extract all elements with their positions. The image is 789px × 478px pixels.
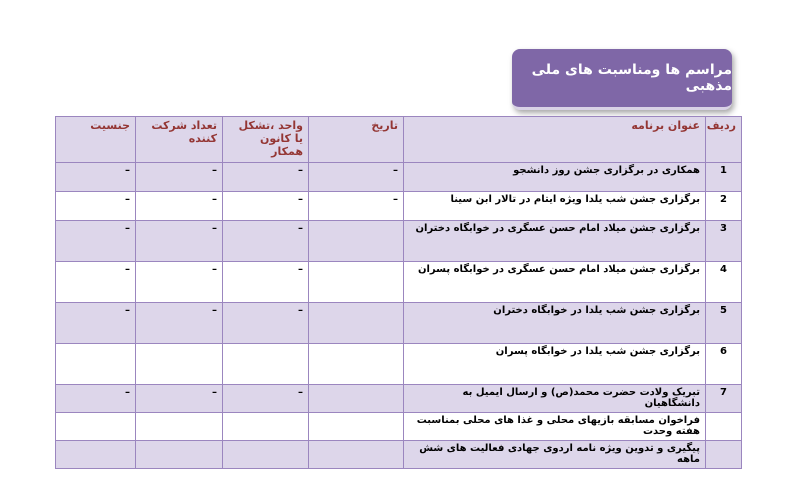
unit-cell: – bbox=[223, 385, 309, 413]
row-number: 1 bbox=[706, 163, 742, 192]
table-row bbox=[56, 303, 742, 344]
program-title: برگزاری جشن شب یلدا ویژه ایتام در تالار ابن سینا bbox=[404, 192, 706, 221]
date-cell bbox=[309, 385, 404, 413]
header-row-no: ردیف bbox=[706, 117, 742, 163]
gender-cell: – bbox=[56, 262, 136, 303]
header-participants: تعداد شرکت کننده bbox=[136, 117, 223, 163]
row-number: 5 bbox=[706, 303, 742, 344]
programs-table bbox=[55, 116, 742, 469]
program-title: پیگیری و تدوین ویژه نامه اردوی جهادی فعالیت های شش ماهه bbox=[404, 441, 706, 469]
table-row bbox=[56, 385, 742, 413]
participants-cell bbox=[136, 413, 223, 441]
section-title: مراسم ها ومناسبت های ملی مذهبی bbox=[512, 49, 732, 110]
program-title: همکاری در برگزاری جشن روز دانشجو bbox=[404, 163, 706, 192]
participants-cell: – bbox=[136, 192, 223, 221]
participants-cell bbox=[136, 441, 223, 469]
row-number bbox=[706, 413, 742, 441]
header-program-title: عنوان برنامه bbox=[404, 117, 706, 163]
unit-cell: – bbox=[223, 163, 309, 192]
table-row bbox=[56, 163, 742, 192]
gender-cell bbox=[56, 344, 136, 385]
row-number: 7 bbox=[706, 385, 742, 413]
date-cell bbox=[309, 413, 404, 441]
gender-cell: – bbox=[56, 221, 136, 262]
unit-cell bbox=[223, 413, 309, 441]
gender-cell bbox=[56, 413, 136, 441]
date-cell bbox=[309, 441, 404, 469]
program-title: تبریک ولادت حضرت محمد(ص) و ارسال ایمیل به دانشگاهیان bbox=[404, 385, 706, 413]
date-cell: – bbox=[309, 163, 404, 192]
header-unit: واحد ،تشکل یا کانون همکار bbox=[223, 117, 309, 163]
date-cell bbox=[309, 221, 404, 262]
program-title: برگزاری جشن میلاد امام حسن عسگری در خوابگاه پسران bbox=[404, 262, 706, 303]
program-title: فراخوان مسابقه بازیهای محلی و غذا های محلی بمناسبت هفته وحدت bbox=[404, 413, 706, 441]
participants-cell: – bbox=[136, 385, 223, 413]
participants-cell: – bbox=[136, 163, 223, 192]
gender-cell: – bbox=[56, 163, 136, 192]
program-title: برگزاری جشن میلاد امام حسن عسگری در خوابگاه دختران bbox=[404, 221, 706, 262]
participants-cell: – bbox=[136, 303, 223, 344]
unit-cell bbox=[223, 441, 309, 469]
participants-cell bbox=[136, 344, 223, 385]
date-cell bbox=[309, 344, 404, 385]
date-cell bbox=[309, 303, 404, 344]
row-number: 6 bbox=[706, 344, 742, 385]
program-title: برگزاری جشن شب یلدا در خوابگاه پسران bbox=[404, 344, 706, 385]
row-number: 3 bbox=[706, 221, 742, 262]
row-number: 2 bbox=[706, 192, 742, 221]
participants-cell: – bbox=[136, 221, 223, 262]
gender-cell: – bbox=[56, 303, 136, 344]
table-row bbox=[56, 192, 742, 221]
program-title: برگزاری جشن شب یلدا در خوابگاه دختران bbox=[404, 303, 706, 344]
header-row bbox=[56, 117, 742, 163]
table-row bbox=[56, 221, 742, 262]
unit-cell: – bbox=[223, 192, 309, 221]
table-row bbox=[56, 413, 742, 441]
unit-cell: – bbox=[223, 303, 309, 344]
gender-cell: – bbox=[56, 192, 136, 221]
date-cell: – bbox=[309, 192, 404, 221]
gender-cell: – bbox=[56, 385, 136, 413]
header-gender: جنسیت bbox=[56, 117, 136, 163]
header-date: تاریخ bbox=[309, 117, 404, 163]
unit-cell bbox=[223, 344, 309, 385]
table-row bbox=[56, 344, 742, 385]
table-row bbox=[56, 441, 742, 469]
unit-cell: – bbox=[223, 262, 309, 303]
row-number: 4 bbox=[706, 262, 742, 303]
participants-cell: – bbox=[136, 262, 223, 303]
unit-cell: – bbox=[223, 221, 309, 262]
gender-cell bbox=[56, 441, 136, 469]
row-number bbox=[706, 441, 742, 469]
date-cell bbox=[309, 262, 404, 303]
table-row bbox=[56, 262, 742, 303]
